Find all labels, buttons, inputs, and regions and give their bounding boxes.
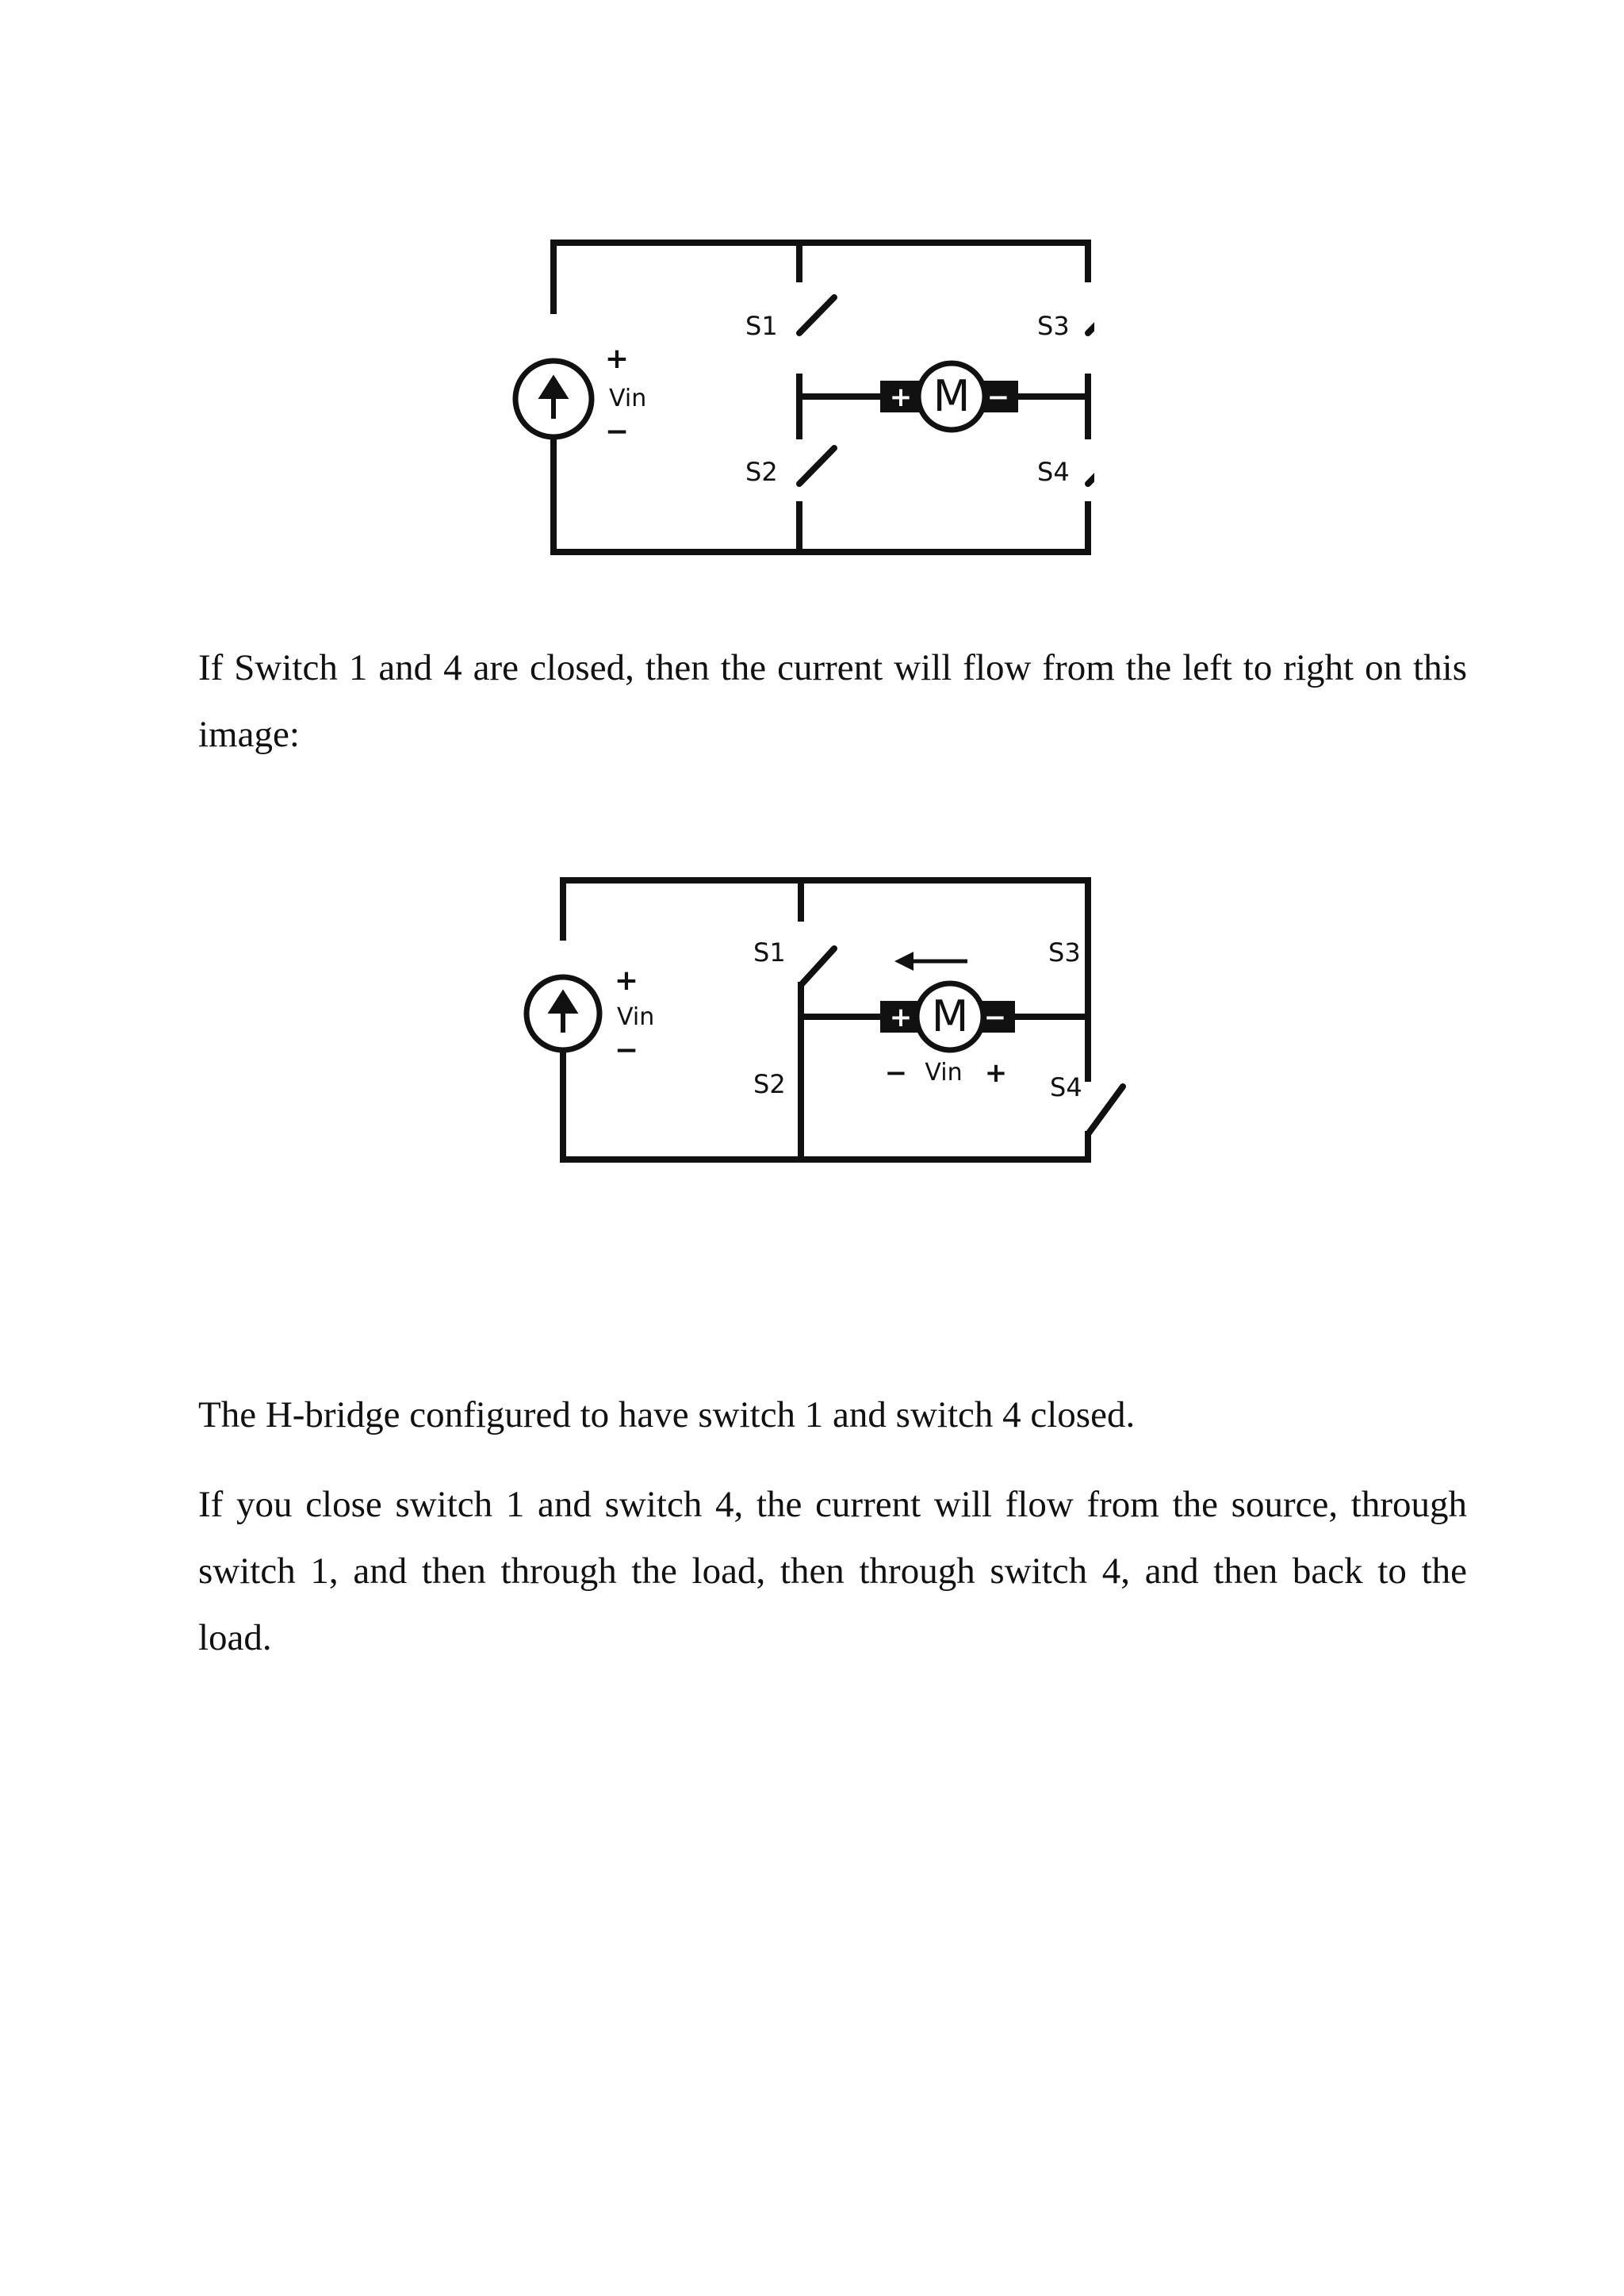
switch-s1-label: S1 <box>745 311 778 341</box>
switch-s2-label: S2 <box>745 457 778 487</box>
source-plus-label: + <box>604 343 630 375</box>
explanation-paragraph-1: If Switch 1 and 4 are closed, then the current will flow from the left to right on this image: <box>198 647 1467 755</box>
source-minus-label: − <box>604 416 630 448</box>
h-bridge-diagram-open <box>508 238 1094 571</box>
switch-s1-label: S1 <box>753 937 786 968</box>
switch-s4 <box>1088 1087 1123 1134</box>
source-plus-label: + <box>614 964 639 997</box>
top-wire <box>553 243 1088 279</box>
current-arrow-head-icon <box>894 952 914 971</box>
motor-plus-label: + <box>889 1002 913 1033</box>
figure-caption: The H-bridge configured to have switch 1 and switch 4 closed. <box>198 1394 1136 1435</box>
switch-s3 <box>1088 297 1094 333</box>
motor-plus-label: + <box>889 381 913 413</box>
switch-s1 <box>801 949 834 985</box>
explanation-paragraph-2: If you close switch 1 and switch 4, the current will flow from the source, through switch 1, and then through the load, then through switch 4, and then back to the load. <box>198 1484 1467 1658</box>
source-minus-label: − <box>614 1034 639 1067</box>
switch-s2 <box>799 448 834 484</box>
source-vin-label: Vin <box>609 385 647 412</box>
switch-s4 <box>1088 448 1094 484</box>
switch-s3-label: S3 <box>1037 311 1070 341</box>
load-plus-label: + <box>984 1057 1008 1089</box>
source-vin-label: Vin <box>617 1003 655 1031</box>
motor-minus-label: − <box>983 1002 1007 1033</box>
load-vin-label: Vin <box>925 1059 963 1087</box>
switch-s3-label: S3 <box>1048 937 1081 968</box>
load-minus-label: − <box>884 1057 908 1089</box>
motor-label: M <box>933 371 971 421</box>
motor-label: M <box>931 991 969 1041</box>
switch-s4-label: S4 <box>1037 457 1070 487</box>
motor-minus-label: − <box>986 381 1010 413</box>
top-wire <box>563 880 1088 1079</box>
switch-s2-label: S2 <box>753 1069 786 1099</box>
switch-s1 <box>799 297 834 333</box>
h-bridge-diagram-s1-s4-closed <box>523 872 1142 1190</box>
switch-s4-label: S4 <box>1050 1072 1082 1102</box>
